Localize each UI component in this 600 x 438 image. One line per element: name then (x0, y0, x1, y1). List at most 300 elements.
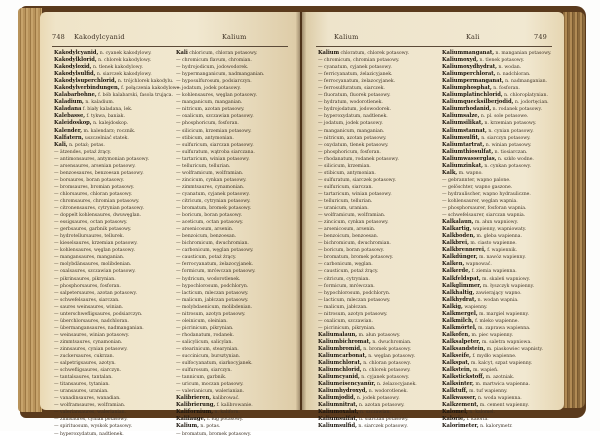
dictionary-entry (318, 311, 426, 318)
entry-headword: Kalorie, (442, 416, 466, 423)
entry-definition: — arsenicosum, arsenin. (318, 227, 376, 233)
dictionary-entry (318, 64, 426, 71)
entry-definition: — salicylicum, salicylan. (176, 339, 233, 345)
entry-definition: n. kalorymetr. (480, 424, 513, 430)
entry-definition: f. kalibrowanie. (216, 403, 253, 409)
entry-headword: Kalibrieren, (176, 395, 212, 402)
entry-headword: Kaladana (54, 106, 82, 113)
dictionary-entry (176, 219, 284, 226)
dictionary-entry (442, 233, 550, 240)
dictionary-entry (54, 99, 162, 106)
entry-definition: f. wapiennik. (487, 248, 518, 254)
dictionary-entry (176, 423, 284, 430)
dictionary-entry (318, 388, 426, 395)
dictionary-entry (176, 276, 284, 283)
dictionary-entry (442, 423, 550, 430)
entry-definition: m. ałun wapniowy. (474, 220, 519, 226)
dictionary-entry (54, 163, 162, 170)
dictionary-entry (318, 283, 426, 290)
entry-definition: n. dwuchromian. (372, 339, 412, 345)
entry-headword: Kalkmilch, (442, 317, 474, 324)
dictionary-entry (176, 205, 284, 212)
dictionary-entry (54, 156, 162, 163)
dictionary-entry (54, 106, 162, 113)
dictionary-entry (318, 135, 426, 142)
dictionary-entry (176, 381, 284, 388)
dictionary-entry (54, 431, 162, 438)
entry-definition: — oleinicum, oleinian. (176, 318, 228, 324)
entry-definition: — gebrannter, wapno palone. (442, 177, 511, 183)
dictionary-entry (442, 226, 550, 233)
entry-definition: — cyanatum, cyjanek potasowy. (176, 191, 250, 197)
right-header-rule (316, 46, 552, 47)
entry-definition: n. wodan wapnia. (477, 297, 519, 303)
dictionary-entry (54, 339, 162, 346)
dictionary-entry (442, 142, 550, 149)
dictionary-entry (318, 92, 426, 99)
entry-definition: n. kaliforn. (214, 410, 240, 416)
dictionary-entry (442, 135, 550, 142)
dictionary-entry (318, 360, 426, 367)
entry-definition: — zinnsaures, cynian potasowy. (54, 346, 128, 352)
dictionary-entry (54, 332, 162, 339)
dictionary-entry (54, 254, 162, 261)
dictionary-entry (54, 205, 162, 212)
entry-headword: Kaliumsilikat, (442, 120, 484, 127)
entry-definition: f. tykwa, baniak. (86, 114, 125, 120)
entry-definition: n. tlenek kakodylowy. (92, 65, 144, 71)
dictionary-entry (176, 283, 284, 290)
entry-definition: — hydratum, wodorotlenek. (318, 100, 383, 106)
entry-definition: n. cynkan potasowy. (484, 163, 532, 169)
entry-definition: — sulfuricum, siarczan potasowy. (176, 142, 254, 148)
dictionary-entry (442, 346, 550, 353)
entry-definition: — oxydatum, tlenek potasowy. (318, 142, 389, 148)
entry-definition: — kohlensaures, węglan potasowy. (54, 248, 135, 254)
entry-headword: Kalkartig, (442, 226, 472, 233)
entry-definition: — tartaricum, winian potasowy. (176, 156, 250, 162)
entry-headword: Kalkfeldspat, (442, 275, 481, 282)
entry-definition: n. chloran potasowy. (363, 361, 411, 367)
entry-definition: n. krzemian potasowy. (484, 121, 537, 127)
dictionary-entry (318, 416, 426, 423)
entry-definition: — telluricum, tellurian. (176, 163, 231, 169)
entry-definition: uszczelniać statek. (84, 135, 129, 141)
dictionary-entry (54, 128, 162, 135)
entry-definition: n. siarczek potasowy. (358, 424, 408, 430)
right-page-column-2 (442, 50, 550, 431)
dictionary-entry (442, 71, 550, 78)
entry-definition: f. ług potasowy. (207, 417, 244, 423)
entry-headword: Kaliumalaun, (318, 331, 358, 338)
dictionary-entry (54, 409, 162, 416)
right-page-header (316, 33, 552, 45)
entry-definition: — schwefelsaurer, siarczan wapnia. (442, 213, 526, 219)
entry-definition: — stearinicum, stearynian. (176, 346, 239, 352)
entry-headword: Kalkstickstoff, (442, 374, 485, 381)
dictionary-entry (318, 142, 426, 149)
dictionary-entry (442, 353, 550, 360)
dictionary-entry (176, 106, 284, 113)
dictionary-entry (54, 120, 162, 127)
entry-definition: m. saletra wapniowa. (481, 339, 532, 345)
entry-headword: Kalkhydrat, (442, 296, 477, 303)
entry-headword: Kalorimeter, (442, 423, 479, 430)
entry-definition: — benzoicum, benzoesan. (176, 234, 237, 240)
entry-definition: n. bromek potasowy. (363, 346, 412, 352)
dictionary-entry (318, 85, 426, 92)
entry-definition: — lacticum, mleczan potasowy. (318, 297, 391, 303)
entry-headword: Kaliumchlorid, (318, 367, 362, 374)
right-header-first-word: Kalium (334, 33, 359, 41)
entry-headword: Kaliumsulfid, (318, 423, 357, 430)
dictionary-entry (54, 360, 162, 367)
entry-headword: Kalksalpeter, (442, 338, 481, 345)
entry-definition: n. tiosiarczan. (494, 149, 528, 155)
entry-definition: n. nadchloran. (496, 72, 531, 78)
dictionary-entry (54, 290, 162, 297)
dictionary-entry (54, 346, 162, 353)
left-header-last-word: Kalium (222, 33, 247, 41)
entry-definition: m. zaprawa wapienna. (478, 325, 531, 331)
entry-definition: — zimmtsaures, cynamonian. (54, 339, 123, 345)
dictionary-entry (442, 92, 550, 99)
dictionary-entry (54, 191, 162, 198)
entry-headword: Kaliumphosphat, (442, 85, 492, 92)
entry-headword: Kaliumstannat, (442, 127, 487, 134)
entry-definition: — antimonsaures, antymonian potasowy. (54, 156, 150, 162)
entry-definition: m. kalcyt, szpat wapienny. (471, 361, 533, 367)
dictionary-entry (318, 353, 426, 360)
entry-definition: m. gleba wapienna. (476, 234, 522, 240)
dictionary-entry (54, 367, 162, 374)
entry-headword: Kalibrierung, (176, 402, 216, 409)
dictionary-entry (176, 149, 284, 156)
entry-headword: Kaliumoxyd, (442, 57, 479, 64)
entry-headword: Kalkbrei, (442, 240, 469, 247)
entry-definition: — stibicum, antymonian. (318, 170, 376, 176)
entry-headword: Kakodylsuperchlorid, (54, 78, 117, 85)
entry-definition: — pikrinsaures, pikrynian. (54, 276, 116, 282)
dictionary-entry (54, 353, 162, 360)
entry-definition: — malicum, jabłczan potasowy. (176, 297, 249, 303)
dictionary-entry (54, 247, 162, 254)
entry-headword: Kalkofen, (442, 331, 471, 338)
dictionary-entry (176, 402, 284, 409)
dictionary-entry (318, 367, 426, 374)
entry-definition: n. chlorek potasowy. (363, 368, 411, 374)
dictionary-entry (54, 318, 162, 325)
dictionary-entry (54, 268, 162, 275)
dictionary-entry (176, 311, 284, 318)
entry-headword: Kaliumquecksilberjodid, (442, 99, 514, 106)
dictionary-entry (318, 106, 426, 113)
dictionary-entry (54, 92, 174, 99)
page-edges-right (563, 12, 585, 408)
dictionary-entry (176, 290, 284, 297)
entry-definition: f. mydło wapienne. (472, 354, 517, 360)
entry-headword: Kaliumthiosulfat, (442, 148, 494, 155)
entry-headword: Kaliumbromid, (318, 345, 362, 352)
entry-definition: — salpetrigsaures, azotyn. (54, 361, 116, 367)
entry-definition: — picrinicum, pikrynian. (318, 325, 376, 331)
dictionary-entry (442, 50, 550, 57)
entry-headword: Kalabarbohne, (54, 92, 97, 99)
entry-headword: Kalken, (442, 261, 465, 268)
entry-definition: — uransaures, uranian. (54, 389, 109, 395)
dictionary-entry (54, 240, 162, 247)
entry-headword: Kalebasse, (54, 113, 86, 120)
entry-definition: m. martwica wapienna. (475, 382, 530, 388)
entry-definition: — schwefligsaures, siarczyn. (54, 368, 122, 374)
entry-headword: Kaliumsulfit, (442, 134, 480, 141)
dictionary-entry (442, 156, 550, 163)
entry-definition: m. wapień. (473, 368, 499, 374)
left-header-first-word: Kakodylcyanid (74, 33, 125, 41)
dictionary-entry (318, 120, 426, 127)
entry-definition: — nitricum, azotan potasowy. (318, 135, 387, 141)
entry-definition: — chromsaures, chromian potasowy. (54, 198, 140, 204)
dictionary-entry (442, 170, 550, 177)
dictionary-entry (176, 128, 284, 135)
dictionary-entry (54, 149, 162, 156)
entry-definition: — phosphoricum, fosforan. (176, 121, 239, 127)
entry-definition: — hypochlorosum, podchloryn. (318, 290, 391, 296)
dictionary-entry (318, 318, 426, 325)
entry-definition: f. kaloria. (466, 417, 489, 423)
dictionary-entry (442, 367, 550, 374)
entry-definition: m. ałun potasowy. (358, 332, 401, 338)
dictionary-entry (442, 388, 550, 395)
dictionary-entry (54, 198, 162, 205)
dictionary-entry (442, 64, 550, 71)
dictionary-entry (442, 276, 550, 283)
entry-headword: Kakodylsulfid, (54, 71, 96, 78)
dictionary-entry (442, 240, 550, 247)
entry-headword: Kalifornium, (176, 409, 214, 416)
entry-definition: wapienny. (464, 304, 488, 310)
dictionary-entry (318, 212, 426, 219)
entry-definition: n. jodortęcian. (514, 100, 549, 106)
dictionary-entry (176, 360, 284, 367)
entry-definition: — phosphorsaurer, fosforan wapnia. (442, 206, 527, 212)
entry-definition: — hyperoxydatum, nadtlenek. (54, 431, 124, 437)
dictionary-entry (442, 311, 550, 318)
entry-definition: n. nadmanganian. (505, 79, 547, 85)
dictionary-entry (318, 304, 426, 311)
dictionary-entry (442, 149, 550, 156)
dictionary-entry (54, 381, 162, 388)
entry-definition: — malicum, jabłczan. (318, 304, 368, 310)
dictionary-entry (176, 353, 284, 360)
entry-definition: — benzoesaures, benzoesan potasowy. (54, 170, 144, 176)
dictionary-entry (318, 71, 426, 78)
entry-definition: — oxalsaures, szczawian potasowy. (54, 269, 136, 275)
entry-definition: — molybdaenicum, molibdenian. (176, 304, 253, 310)
dictionary-entry (176, 142, 284, 149)
entry-headword: Kaliummanganat, (442, 50, 495, 56)
entry-definition: — ferrosulfuratum, siarczek. (318, 86, 385, 92)
entry-definition: f. połączenia kakodylowe. (121, 86, 181, 92)
entry-definition: — causticum, potaż żrący. (176, 255, 237, 261)
entry-definition: — ferrocyanatum, żelazocyjanek. (176, 262, 254, 268)
dictionary-entry (54, 113, 162, 120)
dictionary-entry (54, 325, 162, 332)
dictionary-entry (176, 409, 284, 416)
entry-definition: — wolframsaures, wolframian. (54, 403, 126, 409)
entry-definition: — sulfuratum, wątroba siarczana. (176, 149, 255, 155)
dictionary-entry (54, 170, 162, 177)
entry-definition: — rhodanatum, rodanek potasowy. (318, 156, 399, 162)
dictionary-entry (54, 423, 162, 430)
entry-headword: Kalender, (54, 127, 83, 134)
entry-headword: Kaliumnitrat, (318, 402, 358, 409)
dictionary-entry (176, 50, 284, 57)
entry-definition: m. wapno. (458, 170, 483, 176)
dictionary-entry (54, 64, 162, 71)
entry-headword: Kaliumcyanid, (318, 374, 360, 381)
dictionary-entry (318, 325, 426, 332)
dictionary-entry (176, 113, 284, 120)
entry-definition: — zuckersaures, cukrzan. (54, 354, 115, 360)
dictionary-entry (54, 402, 162, 409)
dictionary-entry (176, 254, 284, 261)
dictionary-entry (442, 268, 550, 275)
dictionary-entry (176, 226, 284, 233)
dictionary-entry (176, 247, 284, 254)
dictionary-entry (442, 99, 550, 106)
dictionary-entry (318, 409, 426, 416)
entry-definition: — kohlensaurer, węglan wapnia. (442, 198, 518, 204)
entry-definition: — hydricum, wodorotlenek. (176, 276, 241, 282)
entry-definition: n. rodanek potasowy. (492, 107, 542, 113)
entry-definition: — bichromicum, dwuchromian. (176, 241, 249, 247)
dictionary-entry (442, 177, 550, 184)
entry-definition: — carbonicum, węglan potasowy. (176, 248, 254, 254)
entry-definition: — uricum, moczan potasowy. (176, 382, 244, 388)
dictionary-entry (318, 219, 426, 226)
dictionary-entry (442, 106, 550, 113)
entry-definition: — citricum, cytrynian. (318, 276, 370, 282)
entry-definition: — stibicum, antymonian. (176, 135, 234, 141)
entry-definition: — formicum, mrówczan potasowy. (176, 269, 256, 275)
dictionary-entry (442, 395, 550, 402)
entry-definition: — zincicum, cynkan potasowy. (318, 220, 389, 226)
entry-definition: n. siarczyn potasowy. (481, 135, 531, 141)
dictionary-entry (442, 212, 550, 219)
dictionary-entry (54, 311, 162, 318)
entry-definition: n. wodorotlenek. (368, 389, 408, 395)
entry-definition: kalibrować. (212, 396, 240, 402)
dictionary-entry (54, 276, 162, 283)
entry-definition: — formicum, mrówczan. (318, 283, 375, 289)
entry-headword: Kaliumsalze, (442, 113, 480, 120)
entry-headword: Kali (176, 50, 188, 56)
entry-definition: — aceticum, octan potasowy. (176, 220, 244, 226)
dictionary-entry (176, 240, 284, 247)
dictionary-entry (442, 416, 550, 423)
entry-definition: — fluoratum, fluorek potasowy. (318, 93, 391, 99)
dictionary-entry (318, 381, 426, 388)
dictionary-entry (176, 85, 284, 92)
dictionary-entry (318, 240, 426, 247)
entry-headword: Kalkseife, (442, 353, 471, 360)
dictionary-entry (318, 268, 426, 275)
entry-definition: — chromicum, chromian potasowy. (318, 58, 400, 64)
entry-headword: Kalium (318, 50, 340, 56)
entry-headword: Kalksandstein, (442, 345, 486, 352)
dictionary-entry (318, 205, 426, 212)
entry-definition: — boricum, boran potasowy. (176, 213, 243, 219)
dictionary-entry (54, 57, 162, 64)
dictionary-entry (176, 71, 284, 78)
entry-headword: Kaliumwasserglas, (442, 155, 497, 162)
entry-definition: chloricum, chloran potasowy. (189, 51, 258, 56)
dictionary-entry (442, 85, 550, 92)
entry-headword: Kalkbrennerei, (442, 247, 486, 254)
entry-headword: Kalkglimmer, (442, 282, 482, 289)
dictionary-entry (442, 113, 550, 120)
entry-definition: n. tlenek potasowy. (479, 58, 525, 64)
entry-definition: — phosphorsaures, fosforan. (54, 283, 121, 289)
dictionary-entry (54, 78, 174, 85)
entry-headword: Kalkdünger, (442, 254, 478, 261)
dictionary-entry (176, 92, 284, 99)
entry-definition: — boricum, boran potasowy. (318, 248, 385, 254)
dictionary-entry (54, 395, 162, 402)
dictionary-entry (442, 283, 550, 290)
entry-definition: — valerianicum, walerianian. (176, 389, 245, 395)
dictionary-entry (318, 261, 426, 268)
entry-definition: — benzoicum, benzoesan. (318, 234, 379, 240)
dictionary-entry (176, 212, 284, 219)
dictionary-entry (176, 191, 284, 198)
dictionary-entry (318, 402, 426, 409)
entry-definition: n. żelazocyjanek. (377, 382, 417, 388)
book-gutter (296, 12, 306, 410)
entry-definition: m. nawóz wapienny. (479, 255, 526, 261)
entry-definition: — jodatum, jodek potasowy. (176, 86, 241, 92)
dictionary-entry (54, 304, 162, 311)
entry-definition: n. wodan. (498, 65, 522, 71)
dictionary-entry (54, 184, 162, 191)
dictionary-entry (442, 120, 550, 127)
dictionary-entry (318, 170, 426, 177)
dictionary-entry (318, 198, 426, 205)
entry-definition: — spirituosum, wyskok potasowy. (54, 424, 133, 430)
entry-definition: — arsensaures, arsenian potasowy. (54, 163, 136, 169)
entry-headword: Kaladium, (54, 99, 84, 106)
entry-definition: — hydrotellursaures, tellurek. (54, 234, 125, 240)
entry-definition: m. kalendarz; rocznik. (83, 128, 136, 134)
dictionary-entry (54, 135, 162, 142)
entry-headword: Kalk, (442, 169, 458, 176)
entry-definition: — hyposulfurosum, podsiarczyn. (176, 79, 252, 85)
dictionary-entry (54, 261, 162, 268)
entry-definition: f. bób kalabarski, fasola trująca. (98, 93, 174, 99)
entry-definition: n. kaladium. (85, 100, 115, 106)
entry-definition: — hydraulischer, wapno hydrauliczne. (442, 191, 531, 197)
dictionary-entry (442, 409, 550, 416)
dictionary-entry (54, 283, 162, 290)
entry-headword: Kalkalaun, (442, 219, 474, 226)
entry-definition: — nitricum, azotan potasowy. (176, 107, 245, 113)
dictionary-entry (318, 78, 426, 85)
entry-headword: Kalktuff, (442, 388, 468, 395)
dictionary-entry (176, 120, 284, 127)
entry-definition: m. tuf wapienny. (469, 389, 508, 395)
dictionary-entry (176, 431, 284, 438)
